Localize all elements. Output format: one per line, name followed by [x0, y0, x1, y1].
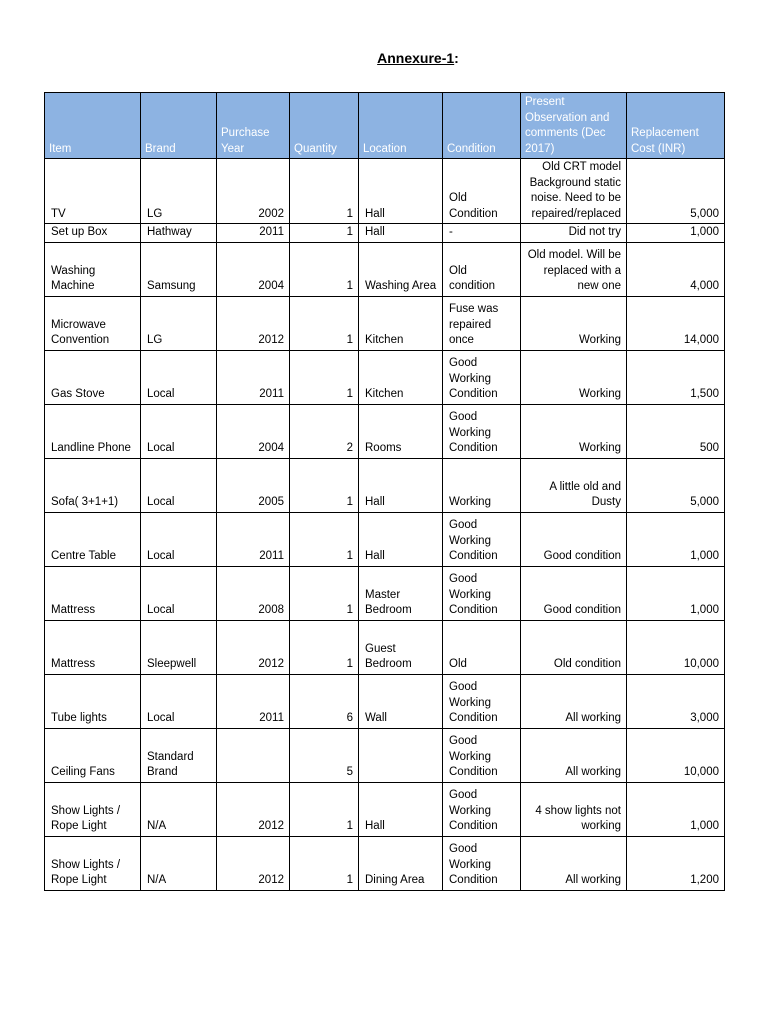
- cell-location: Hall: [359, 458, 443, 512]
- cell-observation: All working: [521, 728, 627, 782]
- table-row: [45, 620, 725, 674]
- cell-location: Rooms: [359, 404, 443, 458]
- table-row: [45, 224, 725, 243]
- cell-location: Kitchen: [359, 350, 443, 404]
- cell-quantity: 1: [290, 458, 359, 512]
- cell-item: Show Lights / Rope Light: [45, 836, 141, 890]
- cell-brand: Hathway: [141, 224, 217, 243]
- cell-cost: 5,000: [627, 159, 725, 224]
- cell-cost: 10,000: [627, 728, 725, 782]
- cell-quantity: 1: [290, 296, 359, 350]
- cell-location: Hall: [359, 159, 443, 224]
- cell-year: 2002: [217, 159, 290, 224]
- header-replacement-cost: Replacement Cost (INR): [627, 93, 725, 159]
- cell-location: Washing Area: [359, 242, 443, 296]
- cell-condition: Fuse was repaired once: [443, 296, 521, 350]
- cell-location: Wall: [359, 674, 443, 728]
- cell-cost: 500: [627, 404, 725, 458]
- cell-condition: -: [443, 224, 521, 243]
- cell-observation: Old CRT model Background static noise. Need to be repaired/replaced: [521, 159, 627, 224]
- table-row: [45, 159, 725, 224]
- cell-year: 2012: [217, 782, 290, 836]
- cell-quantity: 6: [290, 674, 359, 728]
- cell-condition: Good Working Condition: [443, 728, 521, 782]
- table-row: [45, 512, 725, 566]
- cell-cost: 1,000: [627, 512, 725, 566]
- cell-location: [359, 728, 443, 782]
- cell-observation: Good condition: [521, 566, 627, 620]
- cell-quantity: 2: [290, 404, 359, 458]
- header-brand: Brand: [141, 93, 217, 159]
- header-location: Location: [359, 93, 443, 159]
- cell-condition: Old condition: [443, 242, 521, 296]
- cell-brand: Local: [141, 404, 217, 458]
- cell-observation: Old condition: [521, 620, 627, 674]
- table-row: [45, 728, 725, 782]
- cell-brand: Local: [141, 566, 217, 620]
- cell-cost: 10,000: [627, 620, 725, 674]
- cell-year: 2008: [217, 566, 290, 620]
- cell-year: 2011: [217, 674, 290, 728]
- cell-observation: Working: [521, 296, 627, 350]
- cell-location: Hall: [359, 782, 443, 836]
- cell-brand: Standard Brand: [141, 728, 217, 782]
- page-title: [0, 50, 768, 66]
- cell-observation: A little old and Dusty: [521, 458, 627, 512]
- header-purchase-year: Purchase Year: [217, 93, 290, 159]
- cell-quantity: 1: [290, 566, 359, 620]
- cell-year: 2011: [217, 512, 290, 566]
- cell-item: Centre Table: [45, 512, 141, 566]
- header-item: Item: [45, 93, 141, 159]
- page-title-suffix: :: [454, 50, 459, 66]
- cell-brand: Samsung: [141, 242, 217, 296]
- cell-observation: Working: [521, 404, 627, 458]
- table-row: [45, 674, 725, 728]
- table-row: [45, 404, 725, 458]
- cell-item: Set up Box: [45, 224, 141, 243]
- cell-quantity: 1: [290, 224, 359, 243]
- cell-year: 2005: [217, 458, 290, 512]
- cell-item: Show Lights / Rope Light: [45, 782, 141, 836]
- cell-brand: Sleepwell: [141, 620, 217, 674]
- cell-brand: N/A: [141, 836, 217, 890]
- cell-year: 2004: [217, 242, 290, 296]
- cell-item: Gas Stove: [45, 350, 141, 404]
- cell-item: Sofa( 3+1+1): [45, 458, 141, 512]
- cell-brand: Local: [141, 458, 217, 512]
- cell-year: 2012: [217, 620, 290, 674]
- cell-brand: LG: [141, 296, 217, 350]
- cell-quantity: 5: [290, 728, 359, 782]
- table-header-row: [45, 93, 725, 159]
- table-row: [45, 566, 725, 620]
- cell-cost: 14,000: [627, 296, 725, 350]
- header-condition: Condition: [443, 93, 521, 159]
- header-observation: Present Observation and comments (Dec 2017): [521, 93, 627, 159]
- cell-quantity: 1: [290, 159, 359, 224]
- table-row: [45, 296, 725, 350]
- cell-observation: Good condition: [521, 512, 627, 566]
- cell-brand: N/A: [141, 782, 217, 836]
- cell-condition: Old: [443, 620, 521, 674]
- cell-condition: Good Working Condition: [443, 836, 521, 890]
- table-row: [45, 350, 725, 404]
- cell-item: Microwave Convention: [45, 296, 141, 350]
- cell-cost: 1,000: [627, 224, 725, 243]
- cell-cost: 1,200: [627, 836, 725, 890]
- cell-condition: Old Condition: [443, 159, 521, 224]
- cell-item: Landline Phone: [45, 404, 141, 458]
- cell-condition: Good Working Condition: [443, 404, 521, 458]
- cell-observation: All working: [521, 836, 627, 890]
- cell-location: Dining Area: [359, 836, 443, 890]
- cell-quantity: 1: [290, 350, 359, 404]
- cell-item: Washing Machine: [45, 242, 141, 296]
- table-row: [45, 782, 725, 836]
- cell-year: 2004: [217, 404, 290, 458]
- table-row: [45, 836, 725, 890]
- cell-location: Master Bedroom: [359, 566, 443, 620]
- cell-year: 2011: [217, 350, 290, 404]
- cell-condition: Good Working Condition: [443, 566, 521, 620]
- cell-quantity: 1: [290, 512, 359, 566]
- header-quantity: Quantity: [290, 93, 359, 159]
- cell-brand: LG: [141, 159, 217, 224]
- cell-condition: Good Working Condition: [443, 674, 521, 728]
- cell-item: Tube lights: [45, 674, 141, 728]
- table-body: [45, 159, 725, 891]
- inventory-table: [44, 92, 725, 891]
- cell-brand: Local: [141, 350, 217, 404]
- cell-quantity: 1: [290, 836, 359, 890]
- cell-observation: Did not try: [521, 224, 627, 243]
- cell-cost: 1,500: [627, 350, 725, 404]
- cell-cost: 3,000: [627, 674, 725, 728]
- cell-quantity: 1: [290, 242, 359, 296]
- cell-condition: Good Working Condition: [443, 350, 521, 404]
- cell-item: Mattress: [45, 620, 141, 674]
- cell-location: Hall: [359, 224, 443, 243]
- cell-condition: Working: [443, 458, 521, 512]
- cell-item: Ceiling Fans: [45, 728, 141, 782]
- table-row: [45, 242, 725, 296]
- cell-cost: 4,000: [627, 242, 725, 296]
- cell-year: 2012: [217, 836, 290, 890]
- cell-brand: Local: [141, 512, 217, 566]
- cell-location: Hall: [359, 512, 443, 566]
- cell-year: [217, 728, 290, 782]
- cell-condition: Good Working Condition: [443, 782, 521, 836]
- cell-cost: 5,000: [627, 458, 725, 512]
- cell-condition: Good Working Condition: [443, 512, 521, 566]
- cell-location: Kitchen: [359, 296, 443, 350]
- cell-year: 2012: [217, 296, 290, 350]
- cell-quantity: 1: [290, 782, 359, 836]
- cell-observation: Working: [521, 350, 627, 404]
- cell-observation: 4 show lights not working: [521, 782, 627, 836]
- cell-observation: Old model. Will be replaced with a new one: [521, 242, 627, 296]
- cell-item: Mattress: [45, 566, 141, 620]
- cell-item: TV: [45, 159, 141, 224]
- table-row: [45, 458, 725, 512]
- cell-brand: Local: [141, 674, 217, 728]
- cell-year: 2011: [217, 224, 290, 243]
- cell-cost: 1,000: [627, 566, 725, 620]
- cell-cost: 1,000: [627, 782, 725, 836]
- cell-observation: All working: [521, 674, 627, 728]
- page-title-text: Annexure-1: [377, 50, 455, 66]
- cell-location: Guest Bedroom: [359, 620, 443, 674]
- cell-quantity: 1: [290, 620, 359, 674]
